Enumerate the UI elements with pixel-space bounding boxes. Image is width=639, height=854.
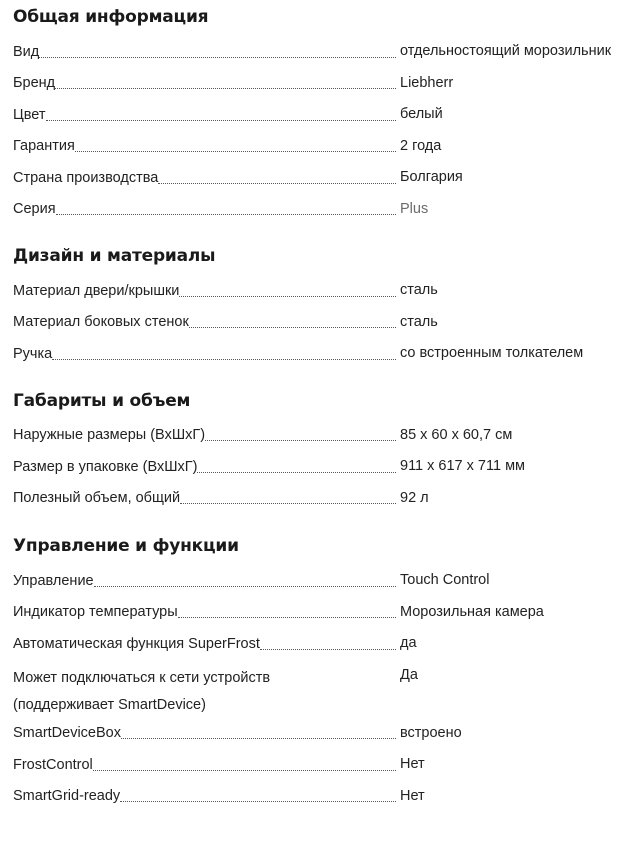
spec-value: отдельностоящий морозильник (400, 43, 612, 59)
spec-label: Автоматическая функция SuperFrost (13, 634, 260, 657)
spec-label: Полезный объем, общий (13, 488, 180, 511)
spec-value: 911 x 617 x 711 мм (400, 458, 526, 474)
spec-row-control (13, 562, 639, 594)
spec-row-door-material (13, 272, 639, 304)
section-title: Управление и функции (13, 536, 239, 556)
section-dimensions-volume (13, 385, 639, 512)
leader-dots (94, 585, 396, 587)
leader-dots (46, 119, 397, 121)
spec-row-frostcontrol (13, 746, 639, 778)
spec-row-smartgrid (13, 778, 639, 810)
spec-value: Liebherr (400, 74, 454, 91)
spec-value: Touch Control (400, 572, 490, 588)
spec-value: белый (400, 106, 443, 122)
spec-label: FrostControl (13, 755, 93, 778)
spec-row-country (13, 159, 639, 191)
spec-row-package-size (13, 448, 639, 480)
section-title: Общая информация (13, 7, 209, 27)
spec-value: Морозильная камера (400, 603, 544, 620)
spec-label: Размер в упаковке (ВхШхГ) (13, 457, 197, 480)
series-link[interactable]: Plus (400, 200, 429, 217)
spec-value: встроено (400, 724, 462, 741)
leader-dots (197, 471, 396, 473)
spec-row-warranty (13, 128, 639, 160)
spec-row-handle (13, 335, 639, 367)
spec-value: со встроенным толкателем (400, 345, 584, 361)
spec-value: 2 года (400, 137, 442, 154)
leader-dots (158, 182, 396, 184)
section-title: Дизайн и материалы (13, 246, 216, 266)
leader-dots (189, 326, 396, 328)
spec-label: Бренд (13, 73, 55, 96)
leader-dots (260, 648, 396, 650)
spec-row-outer-dimensions (13, 417, 639, 449)
leader-dots (93, 769, 396, 771)
spec-label: SmartDeviceBox (13, 723, 121, 746)
spec-label: Вид (13, 42, 39, 65)
spec-label: Может подключаться к сети устройств (поддерживает SmartDevice) (13, 669, 271, 713)
leader-dots (52, 358, 396, 360)
spec-value: сталь (400, 313, 438, 330)
spec-row-side-material (13, 304, 639, 336)
section-design-materials (13, 240, 639, 367)
spec-row-type (13, 33, 639, 65)
spec-row-series (13, 191, 639, 223)
spec-label: Цвет (13, 105, 46, 128)
spec-label: Материал двери/крышки (13, 281, 179, 304)
leader-dots (179, 295, 396, 297)
spec-value: Нет (400, 787, 425, 804)
spec-value: сталь (400, 282, 438, 298)
spec-value: 85 x 60 x 60,7 см (400, 426, 513, 443)
spec-value: 92 л (400, 489, 429, 506)
spec-row-volume (13, 480, 639, 512)
leader-dots (39, 56, 396, 58)
leader-dots (75, 150, 396, 152)
leader-dots (56, 213, 396, 215)
spec-label: Серия (13, 199, 56, 222)
spec-label: Материал боковых стенок (13, 312, 189, 335)
spec-row-temp-indicator (13, 594, 639, 626)
spec-value: да (400, 635, 417, 651)
leader-dots (205, 439, 396, 441)
spec-row-brand (13, 65, 639, 97)
spec-label: Наружные размеры (ВхШхГ) (13, 425, 205, 448)
leader-dots (178, 616, 396, 618)
section-controls-functions (13, 530, 639, 809)
spec-label: Страна производства (13, 168, 158, 191)
section-general-info (13, 0, 639, 222)
spec-row-superfrost (13, 625, 639, 657)
spec-label: SmartGrid-ready (13, 786, 120, 809)
section-title: Габариты и объем (13, 390, 191, 411)
leader-dots (55, 87, 396, 89)
spec-label: Ручка (13, 344, 52, 367)
spec-label: Управление (13, 571, 94, 594)
spec-value: Болгария (400, 169, 463, 185)
spec-value: Да (400, 666, 418, 683)
leader-dots (180, 502, 396, 504)
spec-row-smartdevicebox (13, 715, 639, 747)
leader-dots (120, 800, 396, 802)
spec-value: Нет (400, 756, 425, 772)
spec-row-color (13, 96, 639, 128)
leader-dots (121, 737, 396, 739)
spec-label: Индикатор температуры (13, 602, 178, 625)
spec-label: Гарантия (13, 136, 75, 159)
spec-row-smartdevice (13, 657, 639, 715)
